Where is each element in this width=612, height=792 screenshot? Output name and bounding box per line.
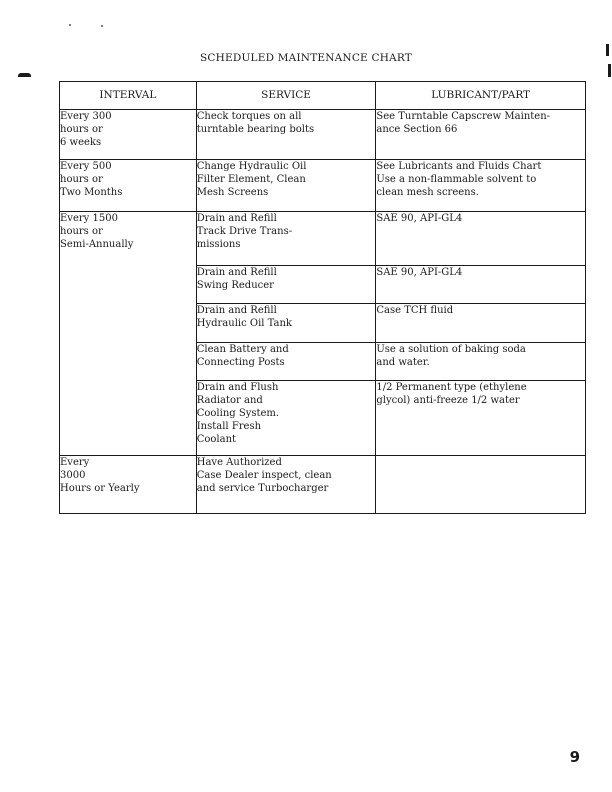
table-header-row <box>60 82 586 110</box>
column-header-service: SERVICE <box>196 82 376 110</box>
service-cell: Drain and Refill Track Drive Trans- missions <box>196 212 376 266</box>
scan-mark-left <box>18 73 31 77</box>
table-row <box>60 212 586 266</box>
table-body <box>60 110 586 514</box>
lubricant-cell: SAE 90, API-GL4 <box>376 212 586 266</box>
scan-dot <box>69 24 71 26</box>
page-title: SCHEDULED MAINTENANCE CHART <box>200 52 412 64</box>
service-cell: Change Hydraulic Oil Filter Element, Clean Mesh Screens <box>196 160 376 212</box>
maintenance-table <box>59 81 586 514</box>
lubricant-cell: Case TCH fluid <box>376 304 586 343</box>
column-header-lubricant: LUBRICANT/PART <box>376 82 586 110</box>
service-cell: Drain and Flush Radiator and Cooling System. Install Fresh Coolant <box>196 381 376 456</box>
service-cell: Drain and Refill Hydraulic Oil Tank <box>196 304 376 343</box>
lubricant-cell: SAE 90, API-GL4 <box>376 266 586 304</box>
column-header-interval: INTERVAL <box>60 82 197 110</box>
service-cell: Clean Battery and Connecting Posts <box>196 343 376 381</box>
lubricant-cell: Use a solution of baking soda and water. <box>376 343 586 381</box>
page-number: 9 <box>569 748 580 766</box>
interval-cell: Every 3000 Hours or Yearly <box>60 456 197 514</box>
lubricant-cell: 1/2 Permanent type (ethylene glycol) anti-freeze 1/2 water <box>376 381 586 456</box>
table-row <box>60 456 586 514</box>
table-row <box>60 110 586 160</box>
interval-cell: Every 300 hours or 6 weeks <box>60 110 197 160</box>
interval-cell: Every 500 hours or Two Months <box>60 160 197 212</box>
lubricant-cell <box>376 456 586 514</box>
table-row <box>60 160 586 212</box>
scan-mark-right-lower <box>608 64 611 77</box>
scan-dot <box>101 25 103 27</box>
lubricant-cell: See Turntable Capscrew Mainten- ance Section 66 <box>376 110 586 160</box>
service-cell: Check torques on all turntable bearing bolts <box>196 110 376 160</box>
service-cell: Have Authorized Case Dealer inspect, clean and service Turbocharger <box>196 456 376 514</box>
lubricant-cell: See Lubricants and Fluids Chart Use a non-flammable solvent to clean mesh screens. <box>376 160 586 212</box>
interval-cell: Every 1500 hours or Semi-Annually <box>60 212 197 456</box>
service-cell: Drain and Refill Swing Reducer <box>196 266 376 304</box>
